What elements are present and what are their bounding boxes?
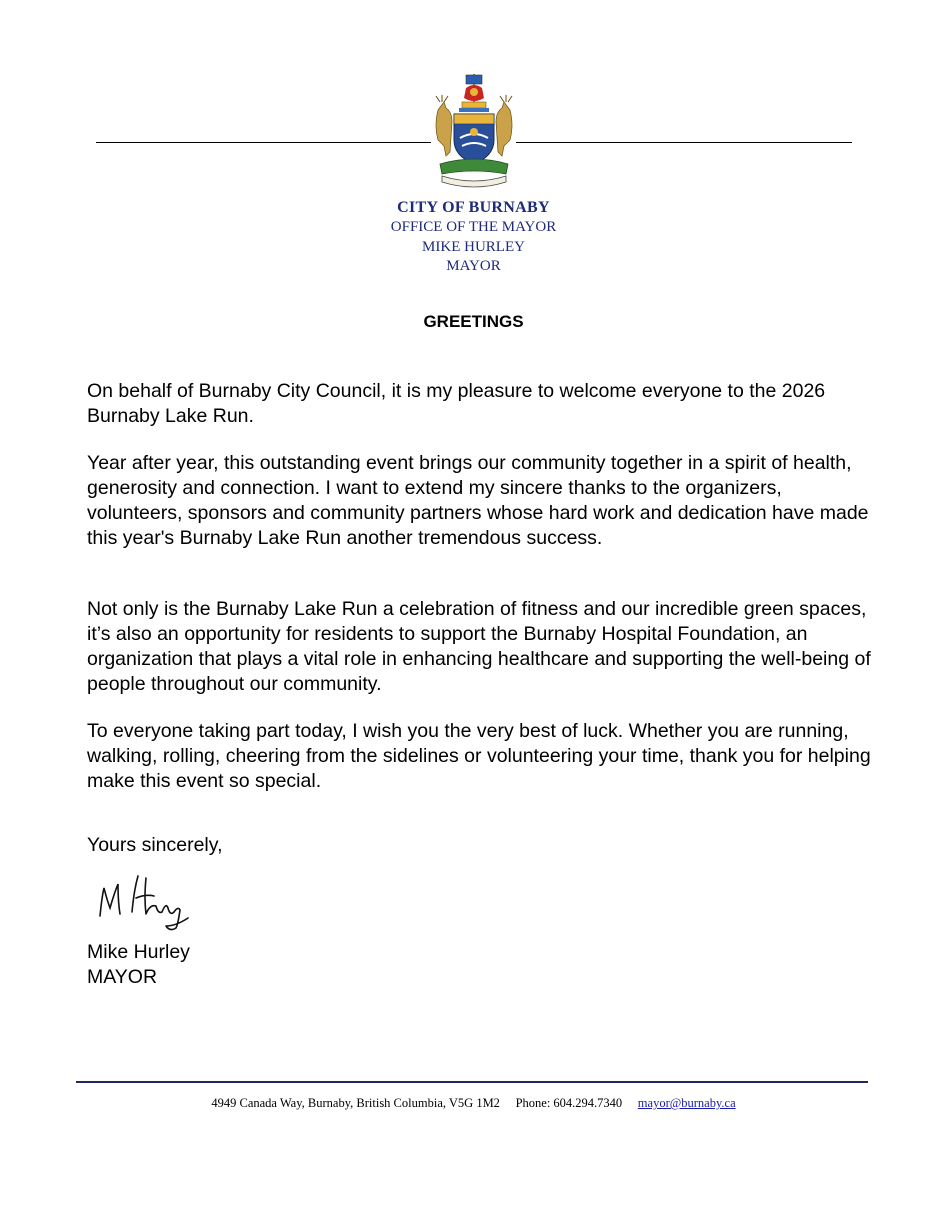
office-city: CITY OF BURNABY <box>397 199 550 216</box>
footer-address: 4949 Canada Way, Burnaby, British Columbia, V5G 1M2 <box>211 1096 500 1110</box>
office-mayor-role: MAYOR <box>446 258 501 274</box>
letter-heading: GREETINGS <box>423 312 524 331</box>
signer-title: MAYOR <box>87 966 158 988</box>
body-paragraph-4: To everyone taking part today, I wish you the very best of luck. Whether you are running, walking, rolling, cheering from the sidelines or volunteering your time, thank you for helping make this event so special. <box>87 720 871 792</box>
footer-rule <box>76 1081 868 1083</box>
body-paragraph-3: Not only is the Burnaby Lake Run a celebration of fitness and our incredible green spaces, it’s also an opportunity for residents to support the Burnaby Hospital Foundation, an organization that plays a vital role in enhancing healthcare and supporting the well-being of people throughout our community. <box>87 598 871 695</box>
header-rule-left <box>96 142 431 143</box>
signer-name: Mike Hurley <box>87 941 190 963</box>
handwritten-signature-icon <box>90 868 210 932</box>
footer <box>0 1096 947 1111</box>
footer-phone: Phone: 604.294.7340 <box>515 1096 623 1110</box>
closing-salutation: Yours sincerely, <box>87 834 223 856</box>
office-department: OFFICE OF THE MAYOR <box>390 219 557 235</box>
body-paragraph-2: Year after year, this outstanding event brings our community together in a spirit of health, generosity and connection. I want to extend my sincere thanks to the organizers, volunteers, sponsors and community partners whose hard work and dedication have made this year's Burnaby Lake Run another tremendous success. <box>87 452 869 549</box>
footer-email-link[interactable]: mayor@burnaby.ca <box>637 1096 736 1110</box>
city-crest-icon <box>432 72 516 190</box>
body-paragraph-1: On behalf of Burnaby City Council, it is my pleasure to welcome everyone to the 2026 Burnaby Lake Run. <box>87 380 826 427</box>
header-rule-right <box>516 142 852 143</box>
office-mayor-name: MIKE HURLEY <box>422 239 525 255</box>
